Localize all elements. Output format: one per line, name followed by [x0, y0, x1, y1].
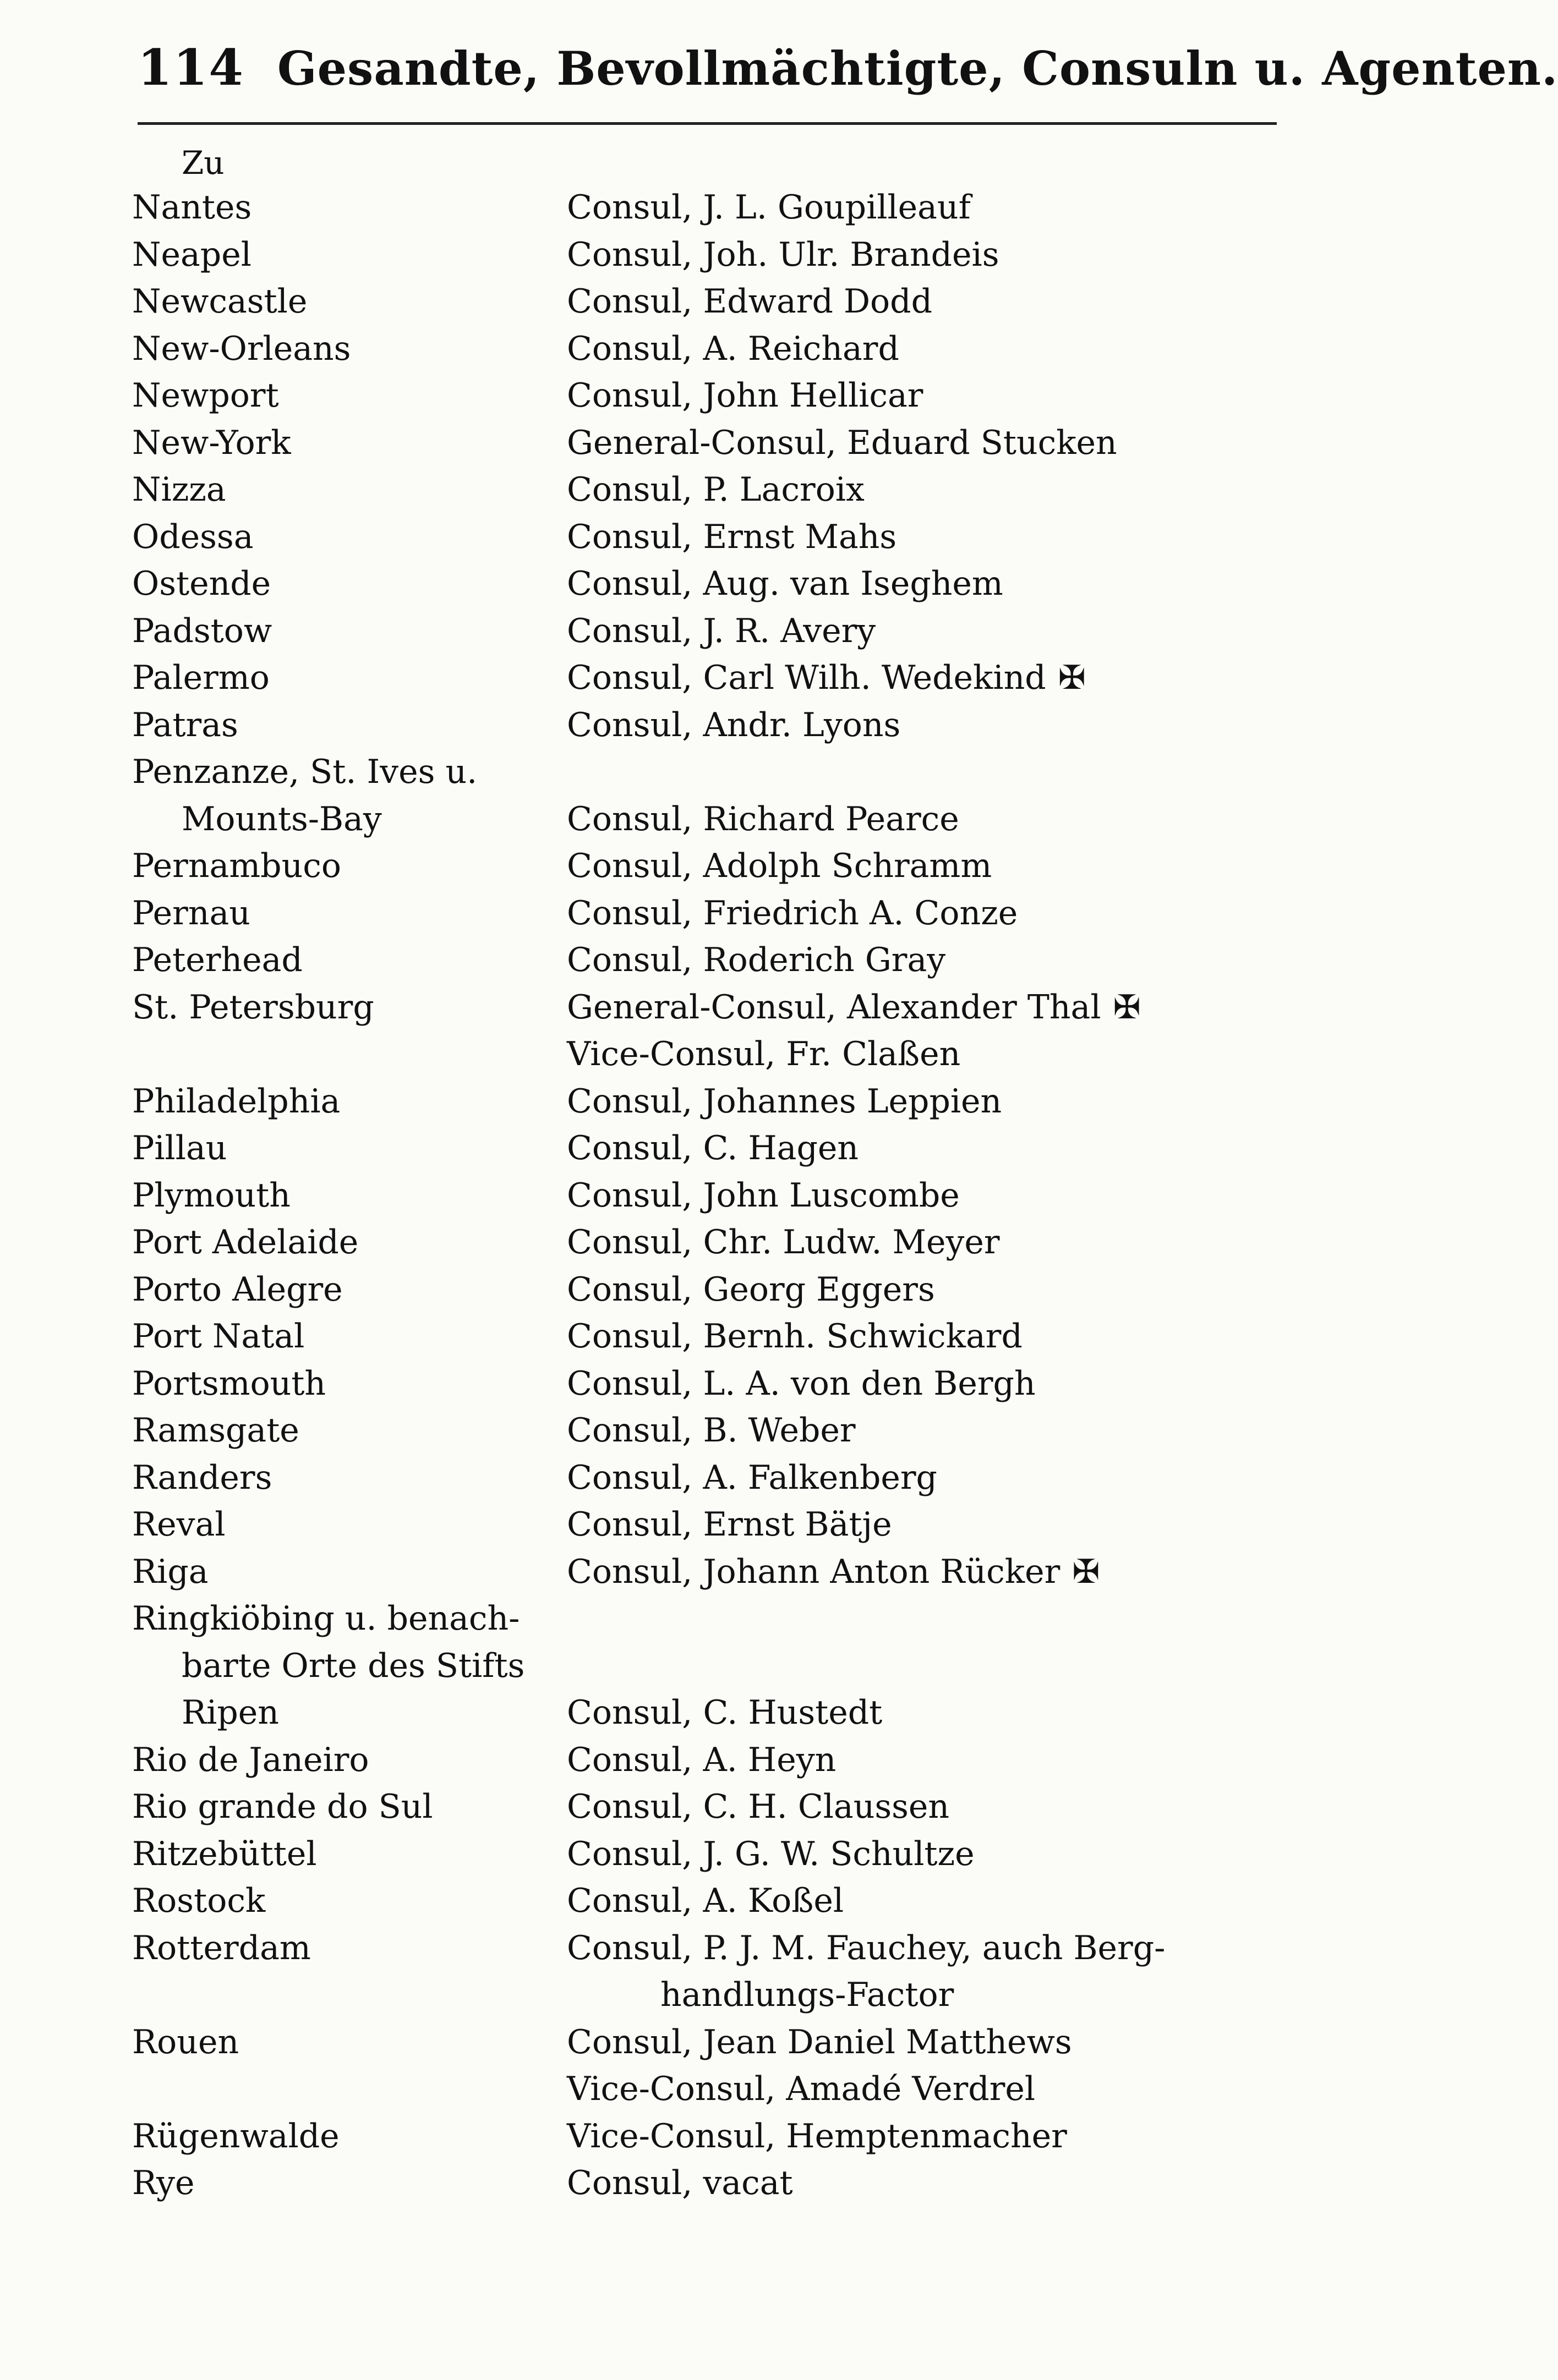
place-name: Plymouth — [132, 1176, 291, 1215]
consul-text: Consul, C. H. Claussen — [567, 1787, 950, 1826]
place-name: Randers — [132, 1458, 272, 1497]
consul-text: Consul, Jean Daniel Matthews — [567, 2022, 1072, 2061]
consul-list — [0, 184, 1324, 2207]
place-name: Pernau — [132, 893, 250, 933]
consul-entry — [567, 326, 899, 373]
list-item — [0, 232, 1324, 279]
order-cross-icon: ✠ — [1113, 988, 1141, 1027]
place-name: Mounts-Bay — [182, 799, 382, 838]
order-cross-icon: ✠ — [1058, 659, 1086, 697]
place-name: Nizza — [132, 470, 226, 509]
page-title: Gesandte, Bevollmächtigte, Consuln u. Agenten. — [277, 41, 1558, 96]
place-name: Neapel — [132, 235, 252, 274]
consul-text: Consul, Ernst Bätje — [567, 1505, 892, 1544]
list-item — [0, 1784, 1324, 1831]
consul-entry — [567, 1549, 1100, 1596]
consul-entry — [567, 1878, 844, 1925]
place-name: Rouen — [132, 2022, 239, 2061]
consul-text: Consul, P. J. M. Fauchey, auch Berg- — [567, 1928, 1166, 1967]
consul-entry — [567, 372, 923, 420]
consul-entry — [567, 1925, 1165, 1972]
consul-text: Consul, Georg Eggers — [567, 1270, 935, 1309]
list-item — [0, 1361, 1324, 1408]
consul-text: Consul, vacat — [567, 2164, 793, 2202]
list-item — [0, 984, 1324, 1032]
place-name: Port Natal — [132, 1317, 305, 1356]
consul-entry — [567, 1831, 975, 1878]
place-name: New-York — [132, 423, 291, 462]
consul-entry — [567, 1219, 1000, 1266]
place-name: Porto Alegre — [132, 1270, 343, 1309]
consul-text: Consul, Carl Wilh. Wedekind — [567, 659, 1046, 697]
place-name: Rio de Janeiro — [132, 1740, 369, 1779]
list-item — [0, 467, 1324, 514]
consul-entry — [567, 1031, 960, 1078]
list-item — [0, 1455, 1324, 1502]
place-name: St. Petersburg — [132, 988, 374, 1027]
place-name: Rotterdam — [132, 1928, 311, 1967]
consul-entry — [567, 467, 865, 514]
consul-entry — [567, 2160, 793, 2207]
place-name: Rio grande do Sul — [132, 1787, 433, 1826]
consul-text: Consul, Ernst Mahs — [567, 517, 897, 556]
consul-text: Consul, B. Weber — [567, 1411, 856, 1450]
list-item — [0, 702, 1324, 749]
list-item — [0, 1172, 1324, 1220]
consul-text: Consul, John Hellicar — [567, 376, 923, 415]
consul-entry — [567, 1078, 1002, 1126]
list-item — [0, 1219, 1324, 1266]
consul-text: Consul, A. Reichard — [567, 329, 899, 368]
consul-entry — [567, 796, 959, 843]
consul-entry — [567, 1737, 836, 1784]
consul-text: Consul, John Luscombe — [567, 1176, 960, 1215]
list-item — [0, 1595, 1324, 1643]
place-name: Odessa — [132, 517, 254, 556]
consul-text: Consul, Edward Dodd — [567, 282, 932, 321]
list-item — [0, 1266, 1324, 1314]
consul-text: Consul, L. A. von den Bergh — [567, 1364, 1036, 1403]
consul-text: Consul, A. Falkenberg — [567, 1458, 937, 1497]
consul-text: Consul, Johannes Leppien — [567, 1082, 1002, 1121]
consul-entry — [567, 2113, 1067, 2160]
consul-text: Consul, J. R. Avery — [567, 611, 876, 650]
page-number: 114 — [138, 39, 244, 97]
consul-text: Consul, Aug. van Iseghem — [567, 564, 1003, 603]
consul-text: handlungs-Factor — [660, 1976, 954, 2014]
header-rule — [138, 122, 1277, 125]
consul-text: Consul, Richard Pearce — [567, 799, 959, 838]
consul-entry — [567, 561, 1003, 608]
list-item — [0, 890, 1324, 937]
consul-entry — [567, 702, 900, 749]
consul-entry — [567, 608, 876, 655]
list-item — [0, 796, 1324, 843]
place-name: Pernambuco — [132, 847, 341, 885]
consul-entry — [567, 1455, 937, 1502]
place-name: Ostende — [132, 564, 271, 603]
consul-entry — [567, 514, 896, 561]
consul-entry — [567, 1313, 1023, 1361]
list-item — [0, 561, 1324, 608]
consul-entry — [567, 984, 1141, 1032]
consul-text: Vice-Consul, Hemptenmacher — [567, 2116, 1067, 2156]
place-name: Penzanze, St. Ives u. — [132, 753, 478, 791]
place-name: Newport — [132, 376, 279, 415]
consul-entry — [567, 420, 1117, 467]
consul-text: General-Consul, Alexander Thal — [567, 988, 1101, 1027]
list-item — [0, 1549, 1324, 1596]
place-name: Ritzebüttel — [132, 1834, 317, 1873]
consul-text: Consul, J. L. Goupilleauf — [567, 188, 971, 227]
list-item — [0, 1925, 1324, 1972]
place-name: Peterhead — [132, 941, 303, 979]
list-item — [0, 278, 1324, 326]
consul-text: Consul, Friedrich A. Conze — [567, 893, 1018, 933]
order-cross-icon: ✠ — [1072, 1552, 1100, 1591]
place-name: Philadelphia — [132, 1082, 341, 1121]
consul-text: Consul, P. Lacroix — [567, 470, 865, 509]
place-name: New-Orleans — [132, 329, 351, 368]
consul-entry — [567, 1361, 1036, 1408]
consul-text: Consul, Adolph Schramm — [567, 847, 992, 885]
place-name: Padstow — [132, 611, 272, 650]
place-name: Ringkiöbing u. benach- — [132, 1599, 520, 1638]
intro-label: Zu — [182, 144, 225, 182]
place-name: Newcastle — [132, 282, 308, 321]
consul-entry — [567, 184, 971, 232]
list-item — [0, 184, 1324, 232]
consul-text: Vice-Consul, Amadé Verdrel — [567, 2070, 1036, 2108]
list-item — [0, 2113, 1324, 2160]
consul-entry — [567, 1125, 859, 1172]
place-name: Port Adelaide — [132, 1223, 359, 1262]
place-name: Palermo — [132, 659, 270, 697]
consul-text: Consul, A. Heyn — [567, 1740, 837, 1779]
consul-text: Consul, Johann Anton Rücker — [567, 1552, 1060, 1591]
list-item — [0, 1690, 1324, 1737]
consul-text: Consul, C. Hagen — [567, 1129, 859, 1167]
place-name: barte Orte des Stifts — [182, 1646, 525, 1685]
consul-entry — [567, 1266, 935, 1314]
list-item — [0, 1078, 1324, 1126]
place-name: Nantes — [132, 188, 252, 227]
list-item — [0, 2066, 1324, 2113]
place-name: Ramsgate — [132, 1411, 299, 1450]
page-header — [138, 39, 1558, 110]
consul-entry — [567, 843, 992, 890]
consul-entry — [567, 278, 932, 326]
place-name: Ripen — [182, 1693, 279, 1732]
consul-entry — [567, 1690, 882, 1737]
consul-text: Consul, Andr. Lyons — [567, 705, 901, 744]
consul-text: Consul, A. Koßel — [567, 1882, 844, 1920]
list-item — [0, 372, 1324, 420]
place-name: Patras — [132, 705, 238, 744]
consul-text: Consul, Joh. Ulr. Brandeis — [567, 235, 999, 274]
list-item — [0, 1125, 1324, 1172]
list-item — [0, 514, 1324, 561]
list-item — [0, 1878, 1324, 1925]
consul-text: Vice-Consul, Fr. Claßen — [567, 1035, 961, 1073]
list-item — [0, 1407, 1324, 1455]
consul-entry — [567, 2019, 1072, 2066]
place-name: Rostock — [132, 1882, 266, 1920]
place-name: Riga — [132, 1552, 209, 1591]
consul-text: Consul, Bernh. Schwickard — [567, 1317, 1023, 1356]
consul-entry — [567, 232, 999, 279]
consul-entry — [567, 655, 1086, 702]
list-item — [0, 1031, 1324, 1078]
list-item — [0, 608, 1324, 655]
consul-text: Consul, Chr. Ludw. Meyer — [567, 1223, 1000, 1262]
list-item — [0, 1972, 1324, 2019]
place-name: Rye — [132, 2164, 195, 2202]
list-item — [0, 326, 1324, 373]
list-item — [0, 937, 1324, 984]
place-name: Rügenwalde — [132, 2116, 340, 2156]
list-item — [0, 420, 1324, 467]
consul-text: General-Consul, Eduard Stucken — [567, 423, 1117, 462]
list-item — [0, 1737, 1324, 1784]
place-name: Reval — [132, 1505, 226, 1544]
consul-entry — [660, 1972, 954, 2019]
place-name: Pillau — [132, 1129, 227, 1167]
list-item — [0, 1501, 1324, 1549]
consul-text: Consul, J. G. W. Schultze — [567, 1834, 975, 1873]
list-item — [0, 1831, 1324, 1878]
list-item — [0, 1313, 1324, 1361]
list-item — [0, 655, 1324, 702]
consul-entry — [567, 1172, 960, 1220]
consul-entry — [567, 2066, 1035, 2113]
consul-entry — [567, 1784, 949, 1831]
list-item — [0, 843, 1324, 890]
consul-text: Consul, Roderich Gray — [567, 941, 946, 979]
consul-entry — [567, 1407, 856, 1455]
consul-text: Consul, C. Hustedt — [567, 1693, 883, 1732]
list-item — [0, 749, 1324, 796]
list-item — [0, 2160, 1324, 2207]
consul-entry — [567, 937, 945, 984]
list-item — [0, 1643, 1324, 1690]
list-item — [0, 2019, 1324, 2066]
consul-entry — [567, 1501, 892, 1549]
consul-entry — [567, 890, 1018, 937]
place-name: Portsmouth — [132, 1364, 326, 1403]
